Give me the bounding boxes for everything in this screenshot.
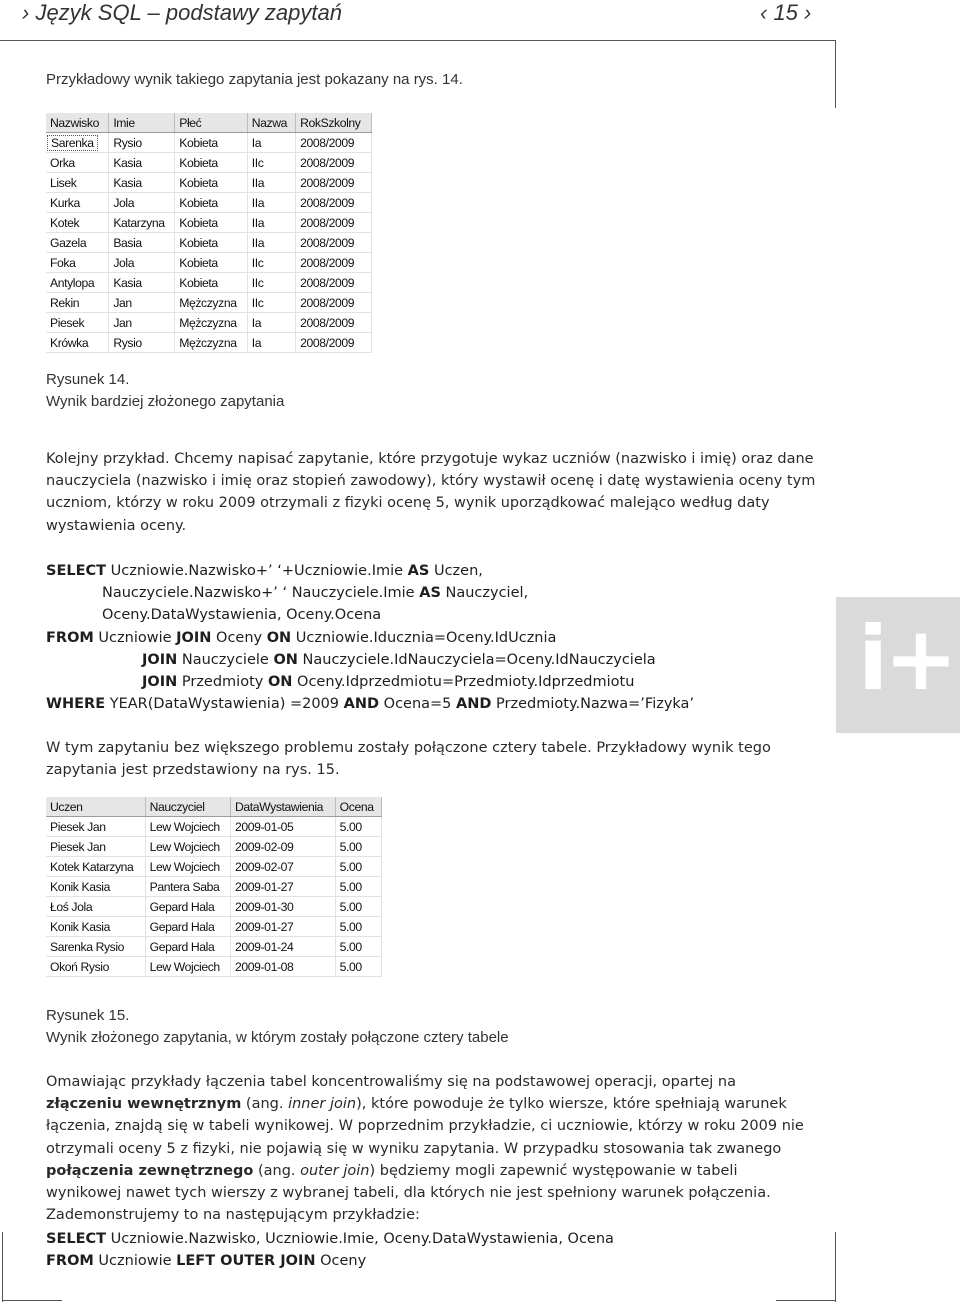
badge-label: i+	[858, 607, 954, 710]
table-cell[interactable]: Kobieta	[175, 173, 248, 193]
table-cell[interactable]: 5.00	[335, 857, 381, 877]
sql-keyword: FROM	[46, 629, 94, 646]
sql-keyword: JOIN	[142, 673, 178, 690]
column-header[interactable]: Nazwisko	[46, 113, 109, 133]
table-cell[interactable]: Ia	[247, 133, 295, 153]
table-cell[interactable]: Lisek	[46, 173, 109, 193]
table-cell[interactable]: Konik Kasia	[46, 917, 145, 937]
table-cell[interactable]: IIc	[247, 153, 295, 173]
text-run: Omawiając przykłady łączenia tabel koncentrowaliśmy się na podstawowej operacji, opartej na	[46, 1074, 736, 1090]
table-cell[interactable]: 2008/2009	[296, 233, 372, 253]
table-row[interactable]	[46, 273, 372, 293]
table-cell[interactable]: IIa	[247, 233, 295, 253]
table-cell[interactable]: 2009-01-27	[231, 877, 336, 897]
figure-14-text: Wynik bardziej złożonego zapytania	[46, 393, 285, 410]
column-header[interactable]: Ocena	[335, 797, 381, 817]
sql-keyword: ON	[266, 629, 292, 646]
table-cell[interactable]: Kobieta	[175, 233, 248, 253]
table-row[interactable]	[46, 917, 382, 937]
column-header[interactable]: RokSzkolny	[296, 113, 372, 133]
code-text: Uczniowie.Nazwisko+’ ‘+Uczniowie.Imie	[106, 563, 408, 579]
intro-text: Przykładowy wynik takiego zapytania jest pokazany na rys. 14.	[46, 71, 463, 88]
table-cell[interactable]: Krówka	[46, 333, 109, 353]
table-row[interactable]	[46, 877, 382, 897]
table-cell[interactable]: Foka	[46, 253, 109, 273]
table-cell[interactable]: 2009-01-05	[231, 817, 336, 837]
code-text: Oceny	[211, 629, 267, 646]
table-cell[interactable]: Basia	[109, 233, 175, 253]
table-cell[interactable]: Piesek	[46, 313, 109, 333]
sql-keyword: JOIN	[142, 651, 178, 668]
sql-keyword: AND	[456, 696, 492, 713]
sql-keyword: AS	[419, 585, 441, 602]
table-cell[interactable]: 5.00	[335, 817, 381, 837]
code-text: Oceny	[315, 1253, 367, 1270]
table-cell[interactable]: 2009-01-24	[231, 937, 336, 957]
footer-rule-right-h	[776, 1300, 836, 1301]
code-text: Uczniowie	[93, 629, 177, 646]
table-cell[interactable]: Gepard Hala	[145, 897, 230, 917]
text-run: (ang.	[241, 1096, 289, 1113]
table-cell[interactable]: Ia	[247, 313, 295, 333]
figure-15-text: Wynik złożonego zapytania, w którym zostały połączone cztery tabele	[46, 1029, 509, 1046]
table-cell[interactable]: Kobieta	[175, 193, 248, 213]
code-text: Nauczyciel,	[440, 585, 529, 602]
table-row[interactable]	[46, 957, 382, 977]
table-cell[interactable]: 5.00	[335, 897, 381, 917]
table-cell[interactable]: Kobieta	[175, 253, 248, 273]
table-row[interactable]	[46, 293, 372, 313]
table-cell[interactable]: Gazela	[46, 233, 109, 253]
table-cell[interactable]: Kobieta	[175, 153, 248, 173]
footer-rule-left	[2, 1232, 3, 1302]
table-cell[interactable]: 5.00	[335, 877, 381, 897]
table-cell[interactable]: 2008/2009	[296, 333, 372, 353]
table-cell[interactable]: 2009-02-09	[231, 837, 336, 857]
table-cell[interactable]	[46, 133, 109, 153]
table-row[interactable]	[46, 937, 382, 957]
code-line	[46, 649, 826, 671]
table-cell[interactable]: Lew Wojciech	[145, 837, 230, 857]
table-cell[interactable]: Ia	[247, 333, 295, 353]
table-row[interactable]	[46, 173, 372, 193]
column-header[interactable]: Nazwa	[247, 113, 295, 133]
table-cell[interactable]: Lew Wojciech	[145, 857, 230, 877]
table-cell[interactable]: 5.00	[335, 957, 381, 977]
footer-rule-left-h	[2, 1300, 62, 1301]
table-cell[interactable]: Okoń Rysio	[46, 957, 145, 977]
term-outer-join: połączenia zewnętrznego	[46, 1162, 254, 1179]
selected-cell-text: Sarenka	[47, 135, 98, 151]
code-text: Uczniowie	[93, 1253, 177, 1270]
column-header[interactable]: Uczen	[46, 797, 145, 817]
sql-code-1	[46, 560, 826, 715]
table-cell[interactable]: 2008/2009	[296, 213, 372, 233]
table-cell[interactable]: Kotek Katarzyna	[46, 857, 145, 877]
table-cell[interactable]: Jola	[109, 253, 175, 273]
table-cell[interactable]: 2009-01-27	[231, 917, 336, 937]
table-cell[interactable]: 2008/2009	[296, 293, 372, 313]
table-cell[interactable]: Mężczyzna	[175, 333, 248, 353]
column-header[interactable]: Płeć	[175, 113, 248, 133]
table-cell[interactable]: 2009-01-08	[231, 957, 336, 977]
code-line	[46, 582, 826, 604]
code-line	[46, 671, 826, 693]
result-grid-14	[46, 113, 372, 353]
table-cell[interactable]: IIc	[247, 293, 295, 313]
code-text: Nauczyciele	[177, 651, 274, 668]
table-cell[interactable]: Pantera Saba	[145, 877, 230, 897]
code-text: Uczen,	[429, 563, 483, 579]
table-cell[interactable]: IIa	[247, 213, 295, 233]
table-cell[interactable]: Rysio	[109, 133, 175, 153]
table-cell[interactable]: 5.00	[335, 937, 381, 957]
chapter-title: › Język SQL – podstawy zapytań	[22, 0, 342, 25]
table-row[interactable]	[46, 837, 382, 857]
sql-keyword: WHERE	[46, 696, 106, 713]
code-text: Przedmioty	[177, 673, 268, 690]
sql-code-2	[46, 1228, 826, 1272]
table-row[interactable]	[46, 153, 372, 173]
table-cell[interactable]: Kurka	[46, 193, 109, 213]
figure-14-label: Rysunek 14.	[46, 371, 130, 388]
grid-header-row	[46, 797, 382, 817]
table-cell[interactable]: 5.00	[335, 837, 381, 857]
sql-keyword: JOIN	[176, 629, 212, 646]
text-run: (ang.	[253, 1162, 301, 1179]
table-row[interactable]	[46, 133, 372, 153]
sql-keyword: SELECT	[46, 563, 107, 579]
paragraph-1: Kolejny przykład. Chcemy napisać zapytanie, które przygotuje wykaz uczniów (nazwisko i imię) oraz dane nauczyciela (nazwisko i imię oraz stopień zawodowy), który wystawił ocenę i datę wystawienia oceny tym uczniom, którzy w roku 2009 otrzymali z fizyki ocenę 5, wynik uporządkować malejąco według daty wystawienia oceny.	[46, 451, 816, 534]
table-cell[interactable]: Gepard Hala	[145, 937, 230, 957]
grid-header-row	[46, 113, 372, 133]
table-cell[interactable]: Orka	[46, 153, 109, 173]
footer-rule-right	[835, 1232, 836, 1302]
sql-keyword: SELECT	[46, 1231, 107, 1247]
table-cell[interactable]: 2008/2009	[296, 153, 372, 173]
table-cell[interactable]: Piesek Jan	[46, 817, 145, 837]
table-cell[interactable]: 2008/2009	[296, 253, 372, 273]
table-row[interactable]	[46, 897, 382, 917]
table-cell[interactable]: Jan	[109, 313, 175, 333]
code-text: Ocena=5	[379, 696, 457, 713]
table-cell[interactable]: Kasia	[109, 153, 175, 173]
figure-14-caption	[46, 369, 284, 413]
table-cell[interactable]: IIc	[247, 273, 295, 293]
table-cell[interactable]: 2008/2009	[296, 273, 372, 293]
sql-keyword: ON	[267, 673, 293, 690]
paragraph-2: W tym zapytaniu bez większego problemu zostały połączone cztery tabele. Przykładowy wynik tego zapytania jest przedstawiony na rys. 15.	[46, 740, 771, 779]
table-cell[interactable]: Kotek	[46, 213, 109, 233]
sql-keyword: LEFT OUTER JOIN	[176, 1253, 316, 1270]
table-cell[interactable]: 2009-01-30	[231, 897, 336, 917]
table-cell[interactable]: 2008/2009	[296, 133, 372, 153]
running-header	[22, 0, 822, 30]
code-text: YEAR(DataWystawienia) =2009	[105, 696, 344, 713]
code-text: Uczniowie.Nazwisko, Uczniowie.Imie, Oceny.DataWystawienia, Ocena	[106, 1231, 614, 1247]
sql-keyword: FROM	[46, 1253, 94, 1270]
i-plus-badge	[836, 597, 960, 733]
code-line	[46, 1250, 826, 1272]
page-number: ‹ 15 ›	[760, 0, 812, 25]
table-cell[interactable]: 2009-02-07	[231, 857, 336, 877]
table-cell[interactable]: 5.00	[335, 917, 381, 937]
table-row[interactable]	[46, 213, 372, 233]
figure-15-label: Rysunek 15.	[46, 1007, 130, 1024]
table-cell[interactable]: IIc	[247, 253, 295, 273]
table-row[interactable]	[46, 857, 382, 877]
table-cell[interactable]: IIa	[247, 173, 295, 193]
code-text: Nauczyciele.IdNauczyciela=Oceny.IdNauczyciela	[297, 651, 656, 668]
table-cell[interactable]: Rekin	[46, 293, 109, 313]
code-line	[46, 627, 826, 649]
table-cell[interactable]: Sarenka Rysio	[46, 937, 145, 957]
table-cell[interactable]: Jola	[109, 193, 175, 213]
sql-keyword: AS	[407, 563, 430, 579]
table-row[interactable]	[46, 817, 382, 837]
table-cell[interactable]: Kasia	[109, 273, 175, 293]
header-rule-vertical	[835, 40, 836, 108]
table-cell[interactable]: 2008/2009	[296, 313, 372, 333]
table-cell[interactable]: Jan	[109, 293, 175, 313]
code-line	[46, 1228, 826, 1250]
table-cell[interactable]: Kobieta	[175, 273, 248, 293]
paragraph-3	[46, 1071, 816, 1226]
table-cell[interactable]: Rysio	[109, 333, 175, 353]
figure-15-caption	[46, 1005, 509, 1049]
sql-keyword: ON	[273, 651, 298, 668]
table-cell[interactable]: Piesek Jan	[46, 837, 145, 857]
table-row[interactable]	[46, 193, 372, 213]
column-header[interactable]: Imie	[109, 113, 175, 133]
table-cell[interactable]: Katarzyna	[109, 213, 175, 233]
table-cell[interactable]: Mężczyzna	[175, 313, 248, 333]
table-cell[interactable]: Gepard Hala	[145, 917, 230, 937]
table-cell[interactable]: Kobieta	[175, 133, 248, 153]
table-row[interactable]	[46, 233, 372, 253]
table-cell[interactable]: Kobieta	[175, 213, 248, 233]
table-cell[interactable]: 2008/2009	[296, 193, 372, 213]
code-line: Oceny.DataWystawienia, Oceny.Ocena	[102, 607, 382, 624]
result-grid-15	[46, 797, 382, 977]
text-run: ) będziemy mogli zapewnić występowanie w tabeli wynikowej nawet tych wierszy z wybranej tabeli, dla których nie jest spełniony warunek połączenia. Zademonstrujemy to na następującym przykładzie:	[46, 1162, 771, 1224]
code-line	[46, 560, 826, 582]
table-cell[interactable]: Konik Kasia	[46, 877, 145, 897]
table-cell[interactable]: Kasia	[109, 173, 175, 193]
term-english: outer join	[300, 1162, 370, 1179]
code-text: Oceny.Idprzedmiotu=Przedmioty.Idprzedmiotu	[292, 673, 635, 690]
table-cell[interactable]: Łoś Jola	[46, 897, 145, 917]
table-cell[interactable]: Lew Wojciech	[145, 817, 230, 837]
term-inner-join: złączeniu wewnętrznym	[46, 1096, 242, 1113]
code-text: Przedmioty.Nazwa=’Fizyka’	[491, 696, 695, 713]
code-line	[46, 693, 826, 715]
term-english: inner join	[288, 1096, 357, 1113]
column-header[interactable]: Nauczyciel	[145, 797, 230, 817]
column-header[interactable]: DataWystawienia	[231, 797, 336, 817]
text-run: ), które powoduje że tylko wiersze, które spełniają warunek łączenia, znajdą się w tabeli wynikowej. W poprzednim przykładzie, ci uczniowie, którzy w roku 2009 nie otrzymali oceny 5 z fizyki, nie pojawią się w wyniku zapytania. W przypadku stosowania tak zwanego	[46, 1096, 804, 1157]
table-cell[interactable]: IIa	[247, 193, 295, 213]
sql-keyword: AND	[343, 696, 380, 713]
table-row[interactable]	[46, 333, 372, 353]
code-text: Uczniowie.Iducznia=Oceny.IdUcznia	[291, 629, 557, 646]
table-cell[interactable]: Lew Wojciech	[145, 957, 230, 977]
table-row[interactable]	[46, 253, 372, 273]
table-cell[interactable]: Mężczyzna	[175, 293, 248, 313]
header-rule	[0, 40, 836, 41]
table-cell[interactable]: 2008/2009	[296, 173, 372, 193]
table-row[interactable]	[46, 313, 372, 333]
table-cell[interactable]: Antylopa	[46, 273, 109, 293]
code-text: Nauczyciele.Nazwisko+’ ‘ Nauczyciele.Imie	[102, 585, 420, 602]
